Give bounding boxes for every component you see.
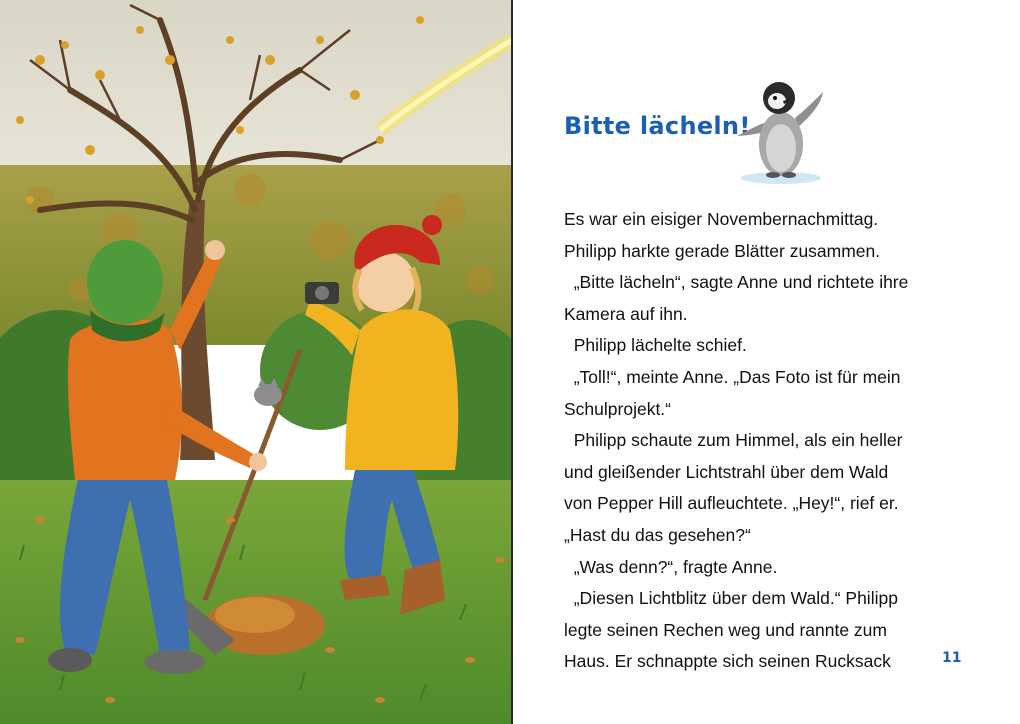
page-number: 11: [942, 650, 962, 666]
story-line: legte seinen Rechen weg und rannte zum: [564, 619, 887, 640]
story-line: Philipp schaute zum Himmel, als ein heller: [564, 430, 903, 451]
story-line: von Pepper Hill aufleuchtete. „Hey!“, rief er.: [564, 493, 899, 514]
story-line: Haus. Er schnappte sich seinen Rucksack: [564, 651, 891, 672]
story-line: „Toll!“, meinte Anne. „Das Foto ist für mein: [564, 366, 901, 387]
story-line: „Hast du das gesehen?“: [564, 524, 751, 545]
penguin-icon: [731, 74, 831, 186]
story-line: „Diesen Lichtblitz über dem Wald.“ Philipp: [564, 588, 898, 609]
story-line: Philipp lächelte schief.: [564, 335, 747, 356]
text-page: [513, 0, 1020, 724]
story-line: Es war ein eisiger Novembernachmittag.: [564, 209, 879, 229]
story-line: und gleißender Lichtstrahl über dem Wald: [564, 461, 889, 482]
story-line: Schulprojekt.“: [564, 398, 671, 419]
story-line: Philipp harkte gerade Blätter zusammen.: [564, 240, 881, 261]
chapter-title: Bitte lächeln!: [564, 112, 751, 140]
story-line: „Was denn?“, fragte Anne.: [564, 556, 778, 577]
story-text: [564, 204, 1004, 678]
story-line: „Bitte lächeln“, sagte Anne und richtete ihre: [564, 272, 909, 293]
story-line: Kamera auf ihn.: [564, 303, 688, 324]
